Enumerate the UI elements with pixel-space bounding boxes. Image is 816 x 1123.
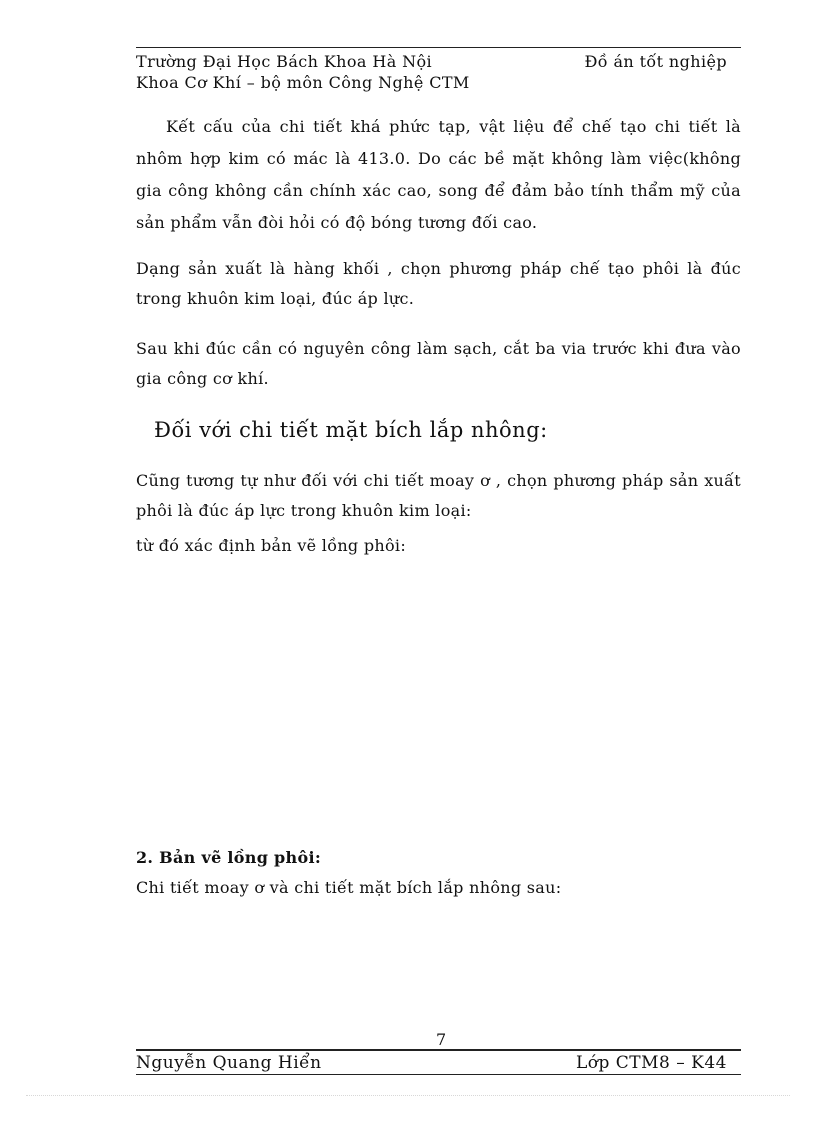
header-line-2 xyxy=(136,73,741,93)
section-heading-flange: Đối với chi tiết mặt bích lắp nhông: xyxy=(154,418,548,442)
header-university: Trường Đại Học Bách Khoa Hà Nội xyxy=(136,52,433,71)
header-faculty: Khoa Cơ Khí – bộ môn Công Nghệ CTM xyxy=(136,73,470,92)
footer-bottom-rule xyxy=(136,1074,741,1075)
paragraph-drawing-intro: Chi tiết moay ơ và chi tiết mặt bích lắp nhông sau: xyxy=(136,878,562,897)
footer-class: Lớp CTM8 – K44 xyxy=(575,1053,727,1073)
section-heading-drawing: 2. Bản vẽ lồng phôi: xyxy=(136,848,322,867)
paragraph-material: Kết cấu của chi tiết khá phức tạp, vật liệu để chế tạo chi tiết là nhôm hợp kim có mác là 413.0. Do các bề mặt không làm việc(không gia công không cần chính xác cao, song để đảm bảo tính thẩm mỹ của sản phẩm vẫn đòi hỏi có độ bóng tương đối cao. xyxy=(136,117,741,232)
footer-top-rule xyxy=(136,1049,741,1051)
header-top-rule xyxy=(136,47,741,48)
page-edge-dotted-line xyxy=(26,1095,790,1096)
header-doc-type: Đồ án tốt nghiệp xyxy=(584,52,727,71)
footer xyxy=(136,1053,741,1073)
paragraph-determine-drawing: từ đó xác định bản vẽ lồng phôi: xyxy=(136,536,407,555)
page-number: 7 xyxy=(436,1030,447,1049)
paragraph-flange-method: Cũng tương tự như đối với chi tiết moay ơ , chọn phương pháp sản xuất phôi là đúc áp lực trong khuôn kim loại: xyxy=(136,471,741,520)
paragraph-cleaning: Sau khi đúc cần có nguyên công làm sạch, cắt ba via trước khi đưa vào gia công cơ khí. xyxy=(136,339,741,388)
footer-author: Nguyễn Quang Hiển xyxy=(136,1053,322,1073)
header-line-1 xyxy=(136,52,741,72)
paragraph-production: Dạng sản xuất là hàng khối , chọn phương pháp chế tạo phôi là đúc trong khuôn kim loại, đúc áp lực. xyxy=(136,259,741,308)
